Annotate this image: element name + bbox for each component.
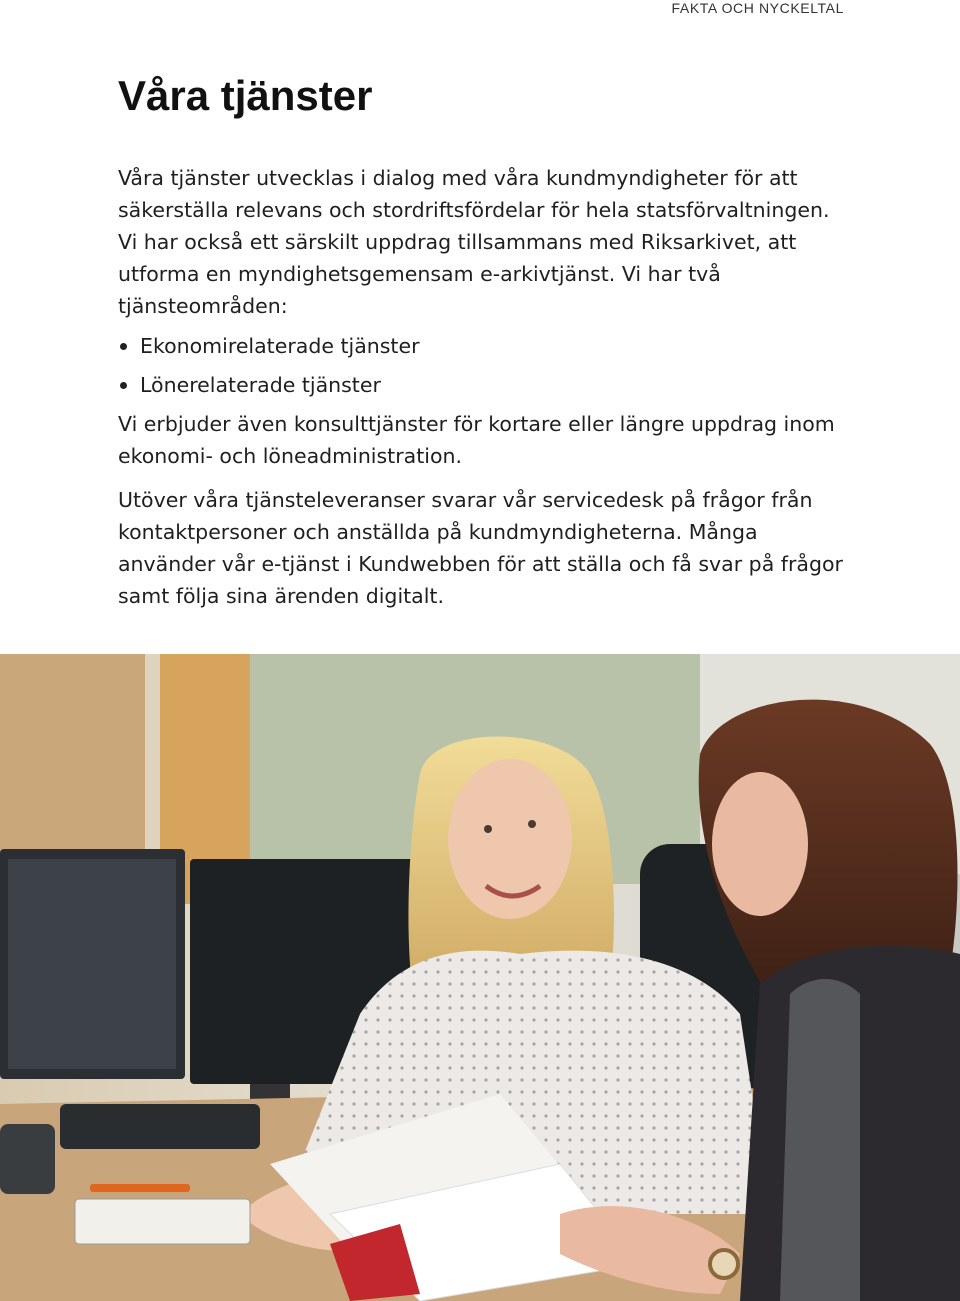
service-item-label: Ekonomirelaterade tjänster xyxy=(140,334,420,358)
servicedesk-paragraph: Utöver våra tjänsteleveranser svarar vår servicedesk på frågor från kontaktpersoner och anställda på kundmyndigheterna. Många använder vår e-tjänst i Kundwebben för att ställa och få svar på frågor samt följa sina ärenden digitalt. xyxy=(118,488,843,608)
consulting-paragraph: Vi erbjuder även konsulttjänster för kortare eller längre uppdrag inom ekonomi- och löneadministration. xyxy=(118,412,835,468)
monitor-screen xyxy=(8,859,176,1069)
page-title: Våra tjänster xyxy=(118,72,373,119)
running-header: FAKTA OCH NYCKELTAL xyxy=(671,0,844,16)
service-item-label: Lönerelaterade tjänster xyxy=(140,373,381,397)
bullet-icon xyxy=(120,382,127,389)
list-item xyxy=(118,330,848,362)
intro-paragraph: Våra tjänster utvecklas i dialog med våra kundmyndigheter för att säkerställa relevans och stordriftsfördelar för hela statsförvaltningen. Vi har också ett särskilt uppdrag tillsammans med Riksarkivet, att utforma en myndighetsgemensam e-arkivtjänst. Vi har två tjänsteområden: xyxy=(118,166,830,318)
pen xyxy=(90,1184,190,1192)
person-right-top xyxy=(780,979,860,1301)
service-list xyxy=(118,330,848,401)
wristwatch xyxy=(710,1250,738,1278)
person-left-eye xyxy=(528,820,536,828)
list-item xyxy=(118,369,848,401)
person-right-face xyxy=(712,772,808,916)
keyboard xyxy=(60,1104,260,1149)
office-photo xyxy=(0,654,960,1301)
person-left-eye xyxy=(484,825,492,833)
phone xyxy=(0,1124,55,1194)
bullet-icon xyxy=(120,343,127,350)
body-text xyxy=(118,162,848,612)
notebook xyxy=(75,1199,250,1244)
